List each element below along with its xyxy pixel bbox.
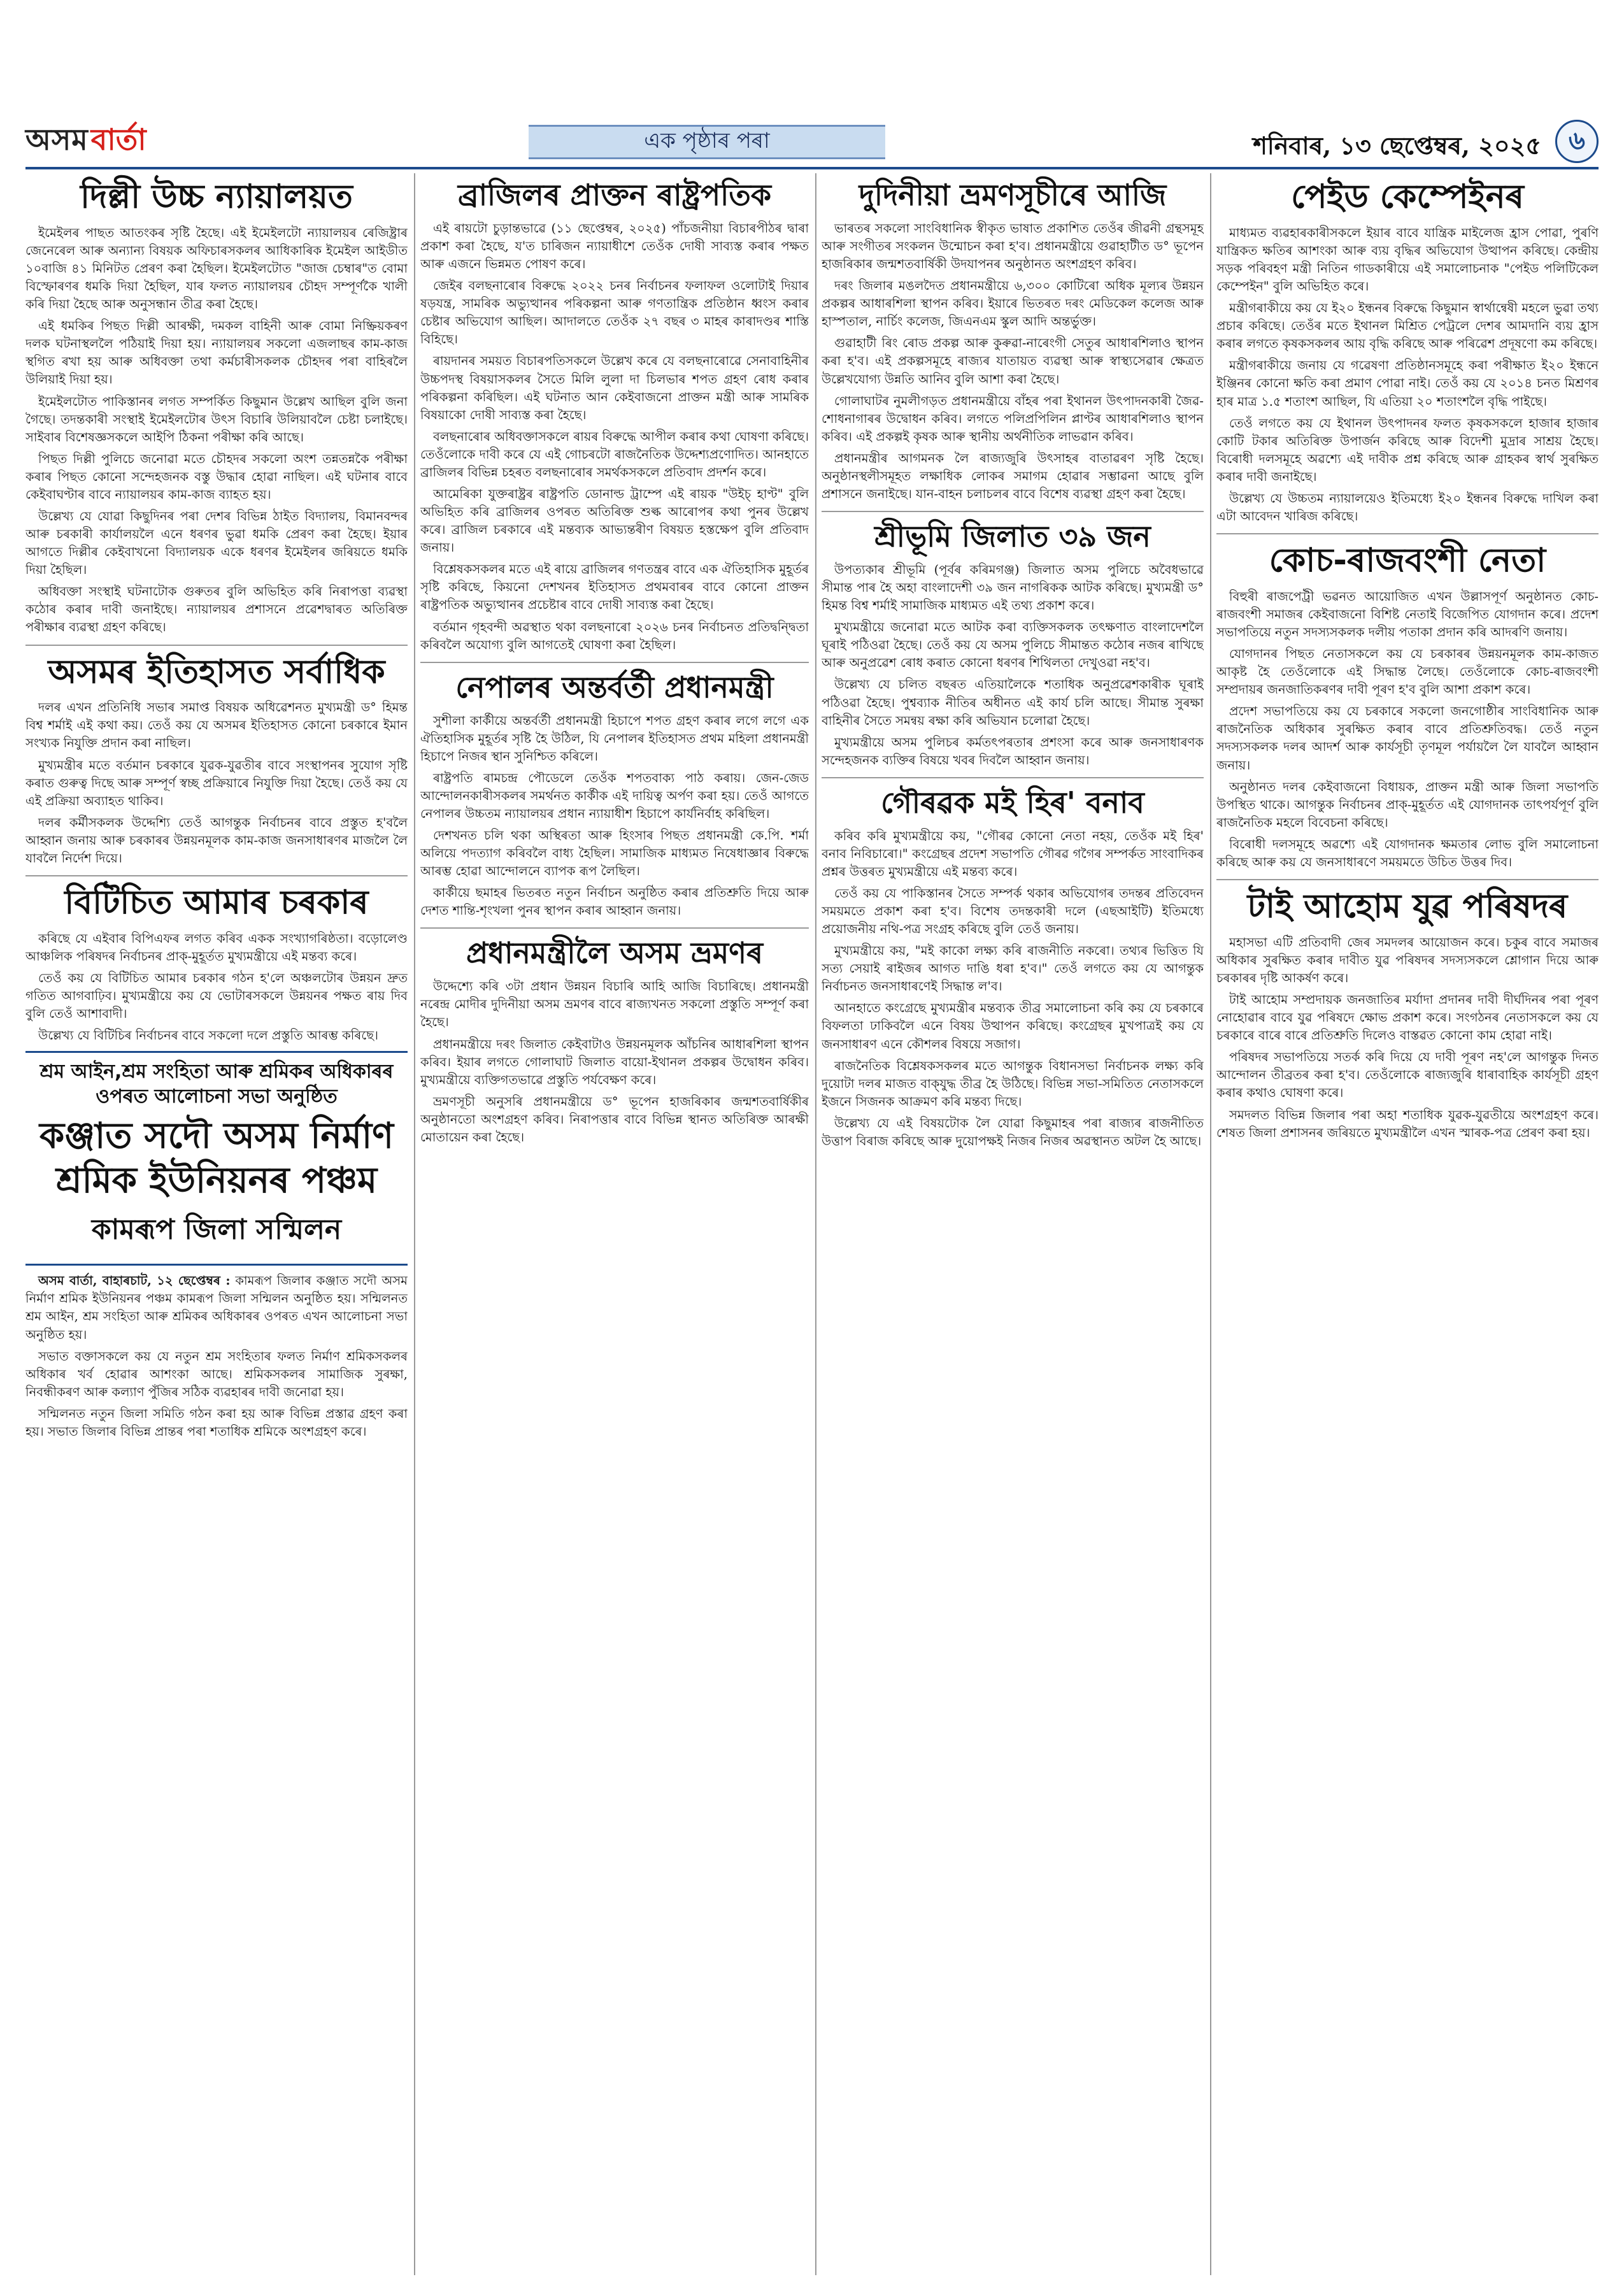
article-paragraph: প্ৰদেশ সভাপতিয়ে কয় যে চৰকাৰে সকলো জনগোষ্ঠীৰ সাংবিধানিক আৰু ৰাজনৈতিক অধিকাৰ সুৰক্ষিত কৰাৰ বাবে প্ৰতিশ্ৰুতিবদ্ধ। তেওঁ নতুন সদস্যসকলক দলৰ আদৰ্শ আৰু কাৰ্যসূচী তৃণমূল পৰ্যায়লৈ লৈ যাবলৈ আহ্বান জনায়। <box>1216 704 1599 773</box>
article-divider <box>25 645 408 646</box>
article-paragraph: দলৰ এখন প্ৰতিনিধি সভাৰ সমাপ্ত বিষয়ক অধিৱেশনত মুখ্যমন্ত্ৰী ড° হিমন্ত বিশ্ব শৰ্মাই এই কথা কয়। তেওঁ কয় যে অসমৰ ইতিহাসত কোনো চৰকাৰে ইমান সংখ্যক নিযুক্তি প্ৰদান কৰা নাছিল। <box>25 700 408 751</box>
article-paragraph: ভ্ৰমণসূচী অনুসৰি প্ৰধানমন্ত্ৰীয়ে ড° ভূপেন হাজৰিকাৰ জন্মশতবাৰ্ষিকীৰ অনুষ্ঠানতো অংশগ্ৰহণ কৰিব। নিৰাপত্তাৰ বাবে বিভিন্ন স্থানত অতিৰিক্ত আৰক্ষী মোতায়েন কৰা হৈছে। <box>420 1094 809 1145</box>
article-paragraph: বিশ্লেষকসকলৰ মতে এই ৰায়ে ব্ৰাজিলৰ গণতন্ত্ৰৰ বাবে এক ঐতিহাসিক মুহূৰ্তৰ সৃষ্টি কৰিছে, কিয়নো দেশখনৰ ইতিহাসত প্ৰথমবাৰৰ বাবে কোনো প্ৰাক্তন ৰাষ্ট্ৰপতিক অভ্যুত্থানৰ প্ৰচেষ্টাৰ বাবে দোষী সাব্যস্ত কৰা হৈছে। <box>420 562 809 613</box>
logo-main-text: অসম <box>25 122 89 157</box>
logo-accent-text: বাৰ্তা <box>90 122 146 157</box>
article-paragraph: উল্লেখ্য যে চলিত বছৰত এতিয়ালৈকে শতাধিক অনুপ্ৰৱেশকাৰীক ঘূৰাই পঠিওৱা হৈছে। পুশ্বব্যাক নীতিৰ অধীনত এই কাৰ্য চলি আছে। সীমান্ত সুৰক্ষা বাহিনীৰ সৈতে সমন্বয় ৰক্ষা কৰি অভিযান চলোৱা হৈছে। <box>822 677 1204 728</box>
article-paragraph: বিৰোধী দলসমূহে অৱশ্যে এই যোগদানক ক্ষমতাৰ লোভ বুলি সমালোচনা কৰিছে আৰু কয় যে জনসাধাৰণে সময়মতে উচিত উত্তৰ দিব। <box>1216 836 1599 869</box>
article-paragraph: তেওঁ কয় যে পাকিস্তানৰ সৈতে সম্পৰ্ক থকাৰ অভিযোগৰ তদন্তৰ প্ৰতিবেদন সময়মতে প্ৰকাশ কৰা হ'ব। বিশেষ তদন্তকাৰী দলে (এছআইটি) ইতিমধ্যে প্ৰয়োজনীয় নথি-পত্ৰ সংগ্ৰহ কৰিছে বুলি তেওঁ জনায়। <box>822 885 1204 937</box>
article-paragraph: সমদলত বিভিন্ন জিলাৰ পৰা অহা শতাধিক যুৱক-যুৱতীয়ে অংশগ্ৰহণ কৰে। শেষত জিলা প্ৰশাসনৰ জৰিয়তে মুখ্যমন্ত্ৰীলৈ এখন স্মাৰক-পত্ৰ প্ৰেৰণ কৰা হয়। <box>1216 1107 1599 1140</box>
headline-paid-campaign[interactable]: পেইড কেম্পেইনৰ <box>1291 178 1524 216</box>
headline-tai-ahom-youth-council[interactable]: টাই আহোম যুৱ পৰিষদৰ <box>1247 887 1568 926</box>
article-paragraph: ৰায়দানৰ সময়ত বিচাৰপতিসকলে উল্লেখ কৰে যে বলছনাৰোৱে সেনাবাহিনীৰ উচ্চপদস্থ বিষয়াসকলৰ সৈতে মিলি লুলা দা চিলভাৰ শপত গ্ৰহণ ৰোধ কৰাৰ পৰিকল্পনা কৰিছিল। এই ঘটনাত আন কেইবাজনো প্ৰাক্তন মন্ত্ৰী আৰু সামৰিক বিষয়াকো দোষী সাব্যস্ত কৰা হৈছে। <box>420 354 809 422</box>
article-paragraph: গোলাঘাটৰ নুমলীগড়ত প্ৰধানমন্ত্ৰীয়ে বাঁহৰ পৰা ইথানল উৎপাদনকাৰী জৈৱ-শোধনাগাৰৰ উদ্বোধন কৰিব। লগতে পলিপ্ৰপিলিন প্লাণ্টৰ আধাৰশিলাও স্থাপন কৰিব। এই প্ৰকল্পই কৃষক আৰু স্থানীয় অৰ্থনীতিক লাভৱান কৰিব। <box>822 393 1204 444</box>
column-3 <box>822 173 1204 2275</box>
article-paragraph: পৰিষদৰ সভাপতিয়ে সতৰ্ক কৰি দিয়ে যে দাবী পূৰণ নহ'লে আগন্তুক দিনত আন্দোলন তীব্ৰতৰ কৰা হ'ব। তেওঁলোকে ৰাজ্যজুৰি ধাৰাবাহিক কাৰ্যসূচী গ্ৰহণ কৰাৰ কথাও ঘোষণা কৰে। <box>1216 1050 1599 1101</box>
article-paragraph: এই ৰায়টো চুড়ান্তভাৱে (১১ ছেপ্তেম্বৰ, ২০২৫) পাঁচজনীয়া বিচাৰপীঠৰ দ্বাৰা প্ৰকাশ কৰা হৈছে, য'ত চাৰিজন ন্যায়াধীশে তেওঁক দোষী সাব্যস্ত কৰাৰ পক্ষত আৰু এজনে ভিন্নমত পোষণ কৰে। <box>420 220 809 272</box>
article-paragraph: মুখ্যমন্ত্ৰীৰ মতে বৰ্তমান চৰকাৰে যুৱক-যুৱতীৰ বাবে সংস্থাপনৰ সুযোগ সৃষ্টি কৰাত গুৰুত্ব দিছে আৰু সম্পূৰ্ণ স্বচ্ছ প্ৰক্ৰিয়াৰে নিযুক্তি দিয়া হৈছে। তেওঁ কয় যে এই প্ৰক্ৰিয়া অব্যাহত থাকিব। <box>25 757 408 808</box>
article-divider <box>822 777 1204 778</box>
article-paragraph: উল্লেখ্য যে এই বিষয়টোক লৈ যোৱা কিছুমাহৰ পৰা ৰাজ্যৰ ৰাজনীতিত উত্তাপ বিৰাজ কৰিছে আৰু দুয়োপক্ষই নিজৰ নিজৰ অৱস্থানত অটল হৈ আছে। <box>822 1115 1204 1148</box>
article-paragraph-text: কামৰূপ জিলাৰ কঞ্জাত সদৌ অসম নিৰ্মাণ শ্ৰমিক ইউনিয়নৰ পঞ্চম কামৰূপ জিলা সন্মিলন অনুষ্ঠিত হয়। সন্মিলনত শ্ৰম আইন, শ্ৰম সংহিতা আৰু শ্ৰমিকৰ অধিকাৰৰ ওপৰত এখন আলোচনা সভা অনুষ্ঠিত হয়। <box>25 1273 408 1342</box>
kicker-labour-law: শ্ৰম আইন,শ্ৰম সংহিতা আৰু শ্ৰমিকৰ অধিকাৰৰ ওপৰত আলোচনা সভা অনুষ্ঠিত <box>39 1061 394 1108</box>
newspaper-logo[interactable] <box>25 121 146 163</box>
article-paragraph: সভাত বক্তাসকলে কয় যে নতুন শ্ৰম সংহিতাৰ ফলত নিৰ্মাণ শ্ৰমিকসকলৰ অধিকাৰ খৰ্ব হোৱাৰ আশংকা আছে। শ্ৰমিকসকলৰ সামাজিক সুৰক্ষা, নিবন্ধীকৰণ আৰু কল্যাণ পুঁজিৰ সঠিক ব্যৱহাৰৰ দাবী জনোৱা হয়। <box>25 1348 408 1399</box>
headline-btc-government[interactable]: বিটিচিত আমাৰ চৰকাৰ <box>64 883 369 922</box>
article-divider <box>420 927 809 929</box>
article-paragraph: সুশীলা কাৰ্কীয়ে অন্তৰ্বৰ্তী প্ৰধানমন্ত্ৰী হিচাপে শপত গ্ৰহণ কৰাৰ লগে লগে এক ঐতিহাসিক মুহূৰ্তৰ সৃষ্টি হৈ উঠিল, যি নেপালৰ ইতিহাসত প্ৰথম মহিলা প্ৰধানমন্ত্ৰী হিচাপে নিজৰ স্থান সুনিশ্চিত কৰিলে। <box>420 713 809 764</box>
article-pm-visit <box>420 978 809 1146</box>
headline-two-day-itinerary[interactable]: দুদিনীয়া ভ্ৰমণসূচীৰে আজি <box>858 178 1167 212</box>
article-nepal <box>420 712 809 920</box>
article-paragraph: দেশখনত চলি থকা অস্থিৰতা আৰু হিংসাৰ পিছত প্ৰধানমন্ত্ৰী কে.পি. শৰ্মা অলিয়ে পদত্যাগ কৰিবলৈ বাধ্য হৈছিল। সামাজিক মাধ্যমত নিষেধাজ্ঞাৰ বিৰুদ্ধে আৰম্ভ হোৱা আন্দোলনে ব্যাপক ৰূপ লৈছিল। <box>420 828 809 879</box>
column-1 <box>25 173 408 2275</box>
article-paragraph: ভাৰতৰ সকলো সাংবিধানিক স্বীকৃত ভাষাত প্ৰকাশিত তেওঁৰ জীৱনী গ্ৰন্থসমূহ আৰু সংগীতৰ সংকলন উন্মোচন কৰা হ'ব। প্ৰধানমন্ত্ৰীয়ে গুৱাহাটীত ড° ভূপেন হাজৰিকাৰ জন্মশতবাৰ্ষিকী উদযাপনৰ অনুষ্ঠানত অংশগ্ৰহণ কৰিব। <box>822 220 1204 272</box>
article-paragraph: মহাসভা এটি প্ৰতিবাদী জেৰ সমদলৰ আয়োজন কৰে। চকুৰ বাবে সমাজৰ অধিকাৰ সুৰক্ষিত কৰাৰ দাবীত যুৱ পৰিষদৰ সদস্যসকলে শ্লোগান দিয়ে আৰু চৰকাৰৰ দৃষ্টি আকৰ্ষণ কৰে। <box>1216 934 1599 985</box>
article-paragraph: বলছনাৰোৰ অধিবক্তাসকলে ৰায়ৰ বিৰুদ্ধে আপীল কৰাৰ কথা ঘোষণা কৰিছে। তেওঁলোকে দাবী কৰে যে এই গোচৰটো ৰাজনৈতিক উদ্দেশ্যপ্ৰণোদিত। আনহাতে ব্ৰাজিলৰ বিভিন্ন চহৰত বলছনাৰোৰ সমৰ্থকসকলে প্ৰতিবাদ প্ৰদৰ্শন কৰে। <box>420 429 809 480</box>
column-divider <box>1210 173 1211 2275</box>
article-paragraph: মুখ্যমন্ত্ৰীয়ে জনোৱা মতে আটক কৰা ব্যক্তিসকলক তৎক্ষণাত বাংলাদেশলৈ ঘূৰাই পঠিওৱা হৈছে। তেওঁ কয় যে অসম পুলিচে সীমান্তত কঠোৰ নজৰ ৰাখিছে আৰু অনুপ্ৰৱেশ ৰোধ কৰাত কোনো ধৰণৰ শিথিলতা দেখুওৱা নহ'ব। <box>822 620 1204 671</box>
article-divider <box>1216 879 1599 880</box>
article-itinerary <box>822 220 1204 503</box>
article-paragraph <box>25 1272 408 1343</box>
section-tab: এক পৃষ্ঠাৰ পৰা <box>529 125 885 159</box>
masthead-rule <box>25 167 1599 169</box>
headline-pm-assam-visit[interactable]: প্ৰধানমন্ত্ৰীলৈ অসম ভ্ৰমণৰ <box>466 936 763 971</box>
article-paragraph: যোগদানৰ পিছত নেতাসকলে কয় যে চৰকাৰৰ উন্নয়নমূলক কাম-কাজত আকৃষ্ট হৈ তেওঁলোকে এই সিদ্ধান্ত লৈছে। তেওঁলোকে কোচ-ৰাজবংশী সম্প্ৰদায়ৰ জনজাতিকৰণৰ দাবী পূৰণ হ'ব বুলি আশা প্ৰকাশ কৰে। <box>1216 646 1599 697</box>
page-number-badge: ৬ <box>1555 120 1599 163</box>
article-paragraph: বৰ্তমান গৃহবন্দী অৱস্থাত থকা বলছনাৰো ২০২৬ চনৰ নিৰ্বাচনত প্ৰতিদ্বন্দ্বিতা কৰিবলৈ অযোগ্য বুলি আগতেই ঘোষণা কৰা হৈছিল। <box>420 619 809 652</box>
article-paragraph: তেওঁ লগতে কয় যে ইথানল উৎপাদনৰ ফলত কৃষকসকলে হাজাৰ হাজাৰ কোটি টকাৰ অতিৰিক্ত উপাৰ্জন কৰিছে আৰু বিদেশী মুদ্ৰাৰ সাশ্ৰয় হৈছে। বিৰোধী দলসমূহে অৱশ্যে এই দাবীক প্ৰশ্ন কৰিছে আৰু গ্ৰাহকৰ স্বাৰ্থ সুৰক্ষিত কৰাৰ দাবী জনাইছে। <box>1216 415 1599 484</box>
article-paragraph: কৰিব কৰি মুখ্যমন্ত্ৰীয়ে কয়, "গৌৰৱ কোনো নেতা নহয়, তেওঁক মই হিৰ' বনাব নিবিচাৰো।" কংগ্ৰেছৰ প্ৰদেশ সভাপতি গৌৰৱ গগৈৰ সম্পৰ্কত সাংবাদিকৰ প্ৰশ্নৰ উত্তৰত মুখ্যমন্ত্ৰীয়ে এই মন্তব্য কৰে। <box>822 828 1204 879</box>
issue-date: শনিবাৰ, ১৩ ছেপ্তেম্বৰ, ২০২৫ <box>1253 131 1541 160</box>
article-delhi-high-court <box>25 224 408 637</box>
article-paragraph: গুৱাহাটী ৰিং ৰোড প্ৰকল্প আৰু কুৰুৱা-নাৰেংগী সেতুৰ আধাৰশিলাও স্থাপন কৰা হ'ব। এই প্ৰকল্পসমূহে ৰাজ্যৰ যাতায়ত ব্যৱস্থা আৰু স্বাস্থ্যসেৱাৰ ক্ষেত্ৰত উল্লেখযোগ্য উন্নতি আনিব বুলি আশা কৰা হৈছে। <box>822 336 1204 387</box>
headline-brazil-former-president[interactable]: ব্ৰাজিলৰ প্ৰাক্তন ৰাষ্ট্ৰপতিক <box>457 178 772 212</box>
article-paragraph: বিহুৰী ৰাজপেট্ৰী ভৱনত আয়োজিত এখন উল্লাসপূৰ্ণ অনুষ্ঠানত কোচ-ৰাজবংশী সমাজৰ কেইবাজনো বিশিষ্ট নেতাই বিজেপিত যোগদান কৰে। প্ৰদেশ সভাপতিয়ে নতুন সদস্যসকলক দলীয় পতাকা প্ৰদান কৰি আদৰণি জনায়। <box>1216 589 1599 639</box>
article-paragraph: মুখ্যমন্ত্ৰীয়ে কয়, "মই কাকো লক্ষ্য কৰি ৰাজনীতি নকৰো। তথ্যৰ ভিত্তিত যি সত্য সেয়াই ৰাইজৰ আগত দাঙি ধৰা হ'ব।" তেওঁ লগতে কয় যে আগন্তুক নিৰ্বাচনত জনসাধাৰণেই সিদ্ধান্ত ল'ব। <box>822 943 1204 994</box>
article-divider <box>420 662 809 663</box>
headline-construction-workers-union[interactable]: কঞ্জাত সদৌ অসম নিৰ্মাণ শ্ৰমিক ইউনিয়নৰ পঞ্চম <box>39 1115 394 1202</box>
column-divider <box>815 173 816 2275</box>
column-4 <box>1216 173 1599 2275</box>
article-paragraph: এই ধমকিৰ পিছত দিল্লী আৰক্ষী, দমকল বাহিনী আৰু বোমা নিষ্ক্ৰিয়কৰণ দলক ঘটনাস্থললৈ পঠিয়াই দিয়া হয়। ন্যায়ালয়ৰ সকলো এজলাছৰ কাম-কাজ স্থগিত ৰখা হয় আৰু অধিবক্তা তথা কৰ্মচাৰীসকলক চৌহদৰ পৰা বাহিৰলৈ উলিয়াই দিয়া হয়। <box>25 318 408 387</box>
article-divider <box>25 875 408 876</box>
article-paragraph: তেওঁ কয় যে বিটিচিত আমাৰ চৰকাৰ গঠন হ'লে অঞ্চলটোৰ উন্নয়ন দ্ৰুত গতিত আগবাঢ়িব। মুখ্যমন্ত্ৰীয়ে কয় যে ভোটাৰসকলে উন্নয়নৰ পক্ষত ৰায় দিব বুলি তেওঁ আশাবাদী। <box>25 970 408 1022</box>
article-assam-history <box>25 699 408 868</box>
article-paragraph: উদ্দেশ্যে কৰি ৩টা প্ৰধান উন্নয়ন বিচাৰি আহি আজি বিচাৰিছে। প্ৰধানমন্ত্ৰী নৰেন্দ্ৰ মোদীৰ দুদিনীয়া অসম ভ্ৰমণৰ বাবে ৰাজ্যখনত সকলো প্ৰস্তুতি সম্পূৰ্ণ কৰা হৈছে। <box>420 979 809 1030</box>
column-2 <box>420 173 809 2275</box>
dateline-lead: অসম বাৰ্তা, বাহাৰচাট, ১২ ছেপ্তেম্বৰ : <box>38 1273 231 1289</box>
headline-gaurav-hero[interactable]: গৌৰৱক মই হিৰ' বনাব <box>881 785 1144 820</box>
article-paragraph: অনুষ্ঠানত দলৰ কেইবাজনো বিধায়ক, প্ৰাক্তন মন্ত্ৰী আৰু জিলা সভাপতি উপস্থিত থাকে। আগন্তুক নিৰ্বাচনৰ প্ৰাক্-মুহূৰ্তত এই যোগদানক তাৎপৰ্যপূৰ্ণ বুলি ৰাজনৈতিক মহলে বিবেচনা কৰিছে। <box>1216 779 1599 830</box>
headline-assam-history[interactable]: অসমৰ ইতিহাসত সৰ্বাধিক <box>48 652 385 691</box>
article-paragraph: উপত্যকাৰ শ্ৰীভূমি (পূৰ্বৰ কৰিমগঞ্জ) জিলাত অসম পুলিচে অবৈধভাৱে সীমান্ত পাৰ হৈ অহা বাংলাদেশী ৩৯ জন নাগৰিকক আটক কৰিছে। মুখ্যমন্ত্ৰী ড° হিমন্ত বিশ্ব শৰ্মাই সামাজিক মাধ্যমত এই তথ্য প্ৰকাশ কৰে। <box>822 562 1204 613</box>
article-paragraph: আনহাতে কংগ্ৰেছে মুখ্যমন্ত্ৰীৰ মন্তব্যক তীব্ৰ সমালোচনা কৰি কয় যে চৰকাৰে বিফলতা ঢাকিবলৈ এনে বিষয় উত্থাপন কৰিছে। কংগ্ৰেছৰ মুখপাত্ৰই কয় যে জনসাধাৰণ এনে কৌশলৰ বিষয়ে সজাগ। <box>822 1001 1204 1052</box>
article-paragraph: ৰাজনৈতিক বিশ্লেষকসকলৰ মতে আগন্তুক বিধানসভা নিৰ্বাচনক লক্ষ্য কৰি দুয়োটা দলৰ মাজত বাক্‌যুদ্ধ তীব্ৰ হৈ উঠিছে। বিভিন্ন সভা-সমিতিত নেতাসকলে ইজনে সিজনক আক্ৰমণ কৰি মন্তব্য দিছে। <box>822 1058 1204 1109</box>
article-paragraph: ইমেইলৰ পাছত আতংকৰ সৃষ্টি হৈছে। এই ইমেইলটো ন্যায়ালয়ৰ ৰেজিষ্ট্ৰাৰ জেনেৰেল আৰু অন্যান্য বিষয়ক অফিচাৰসকলৰ আধিকাৰিক ইমেইল আইডীত ১০বাজি ৪১ মিনিটত প্ৰেৰণ কৰা হৈছিল। ইমেইলটোত "জাজ চেম্বাৰ"ত বোমা বিস্ফোৰণৰ ধমকি দিয়া হৈছিল, যাৰ ফলত ন্যায়ালয়ৰ চৌহদ সম্পূৰ্ণকৈ খালী কৰি দিয়া হৈছে আৰু অনুসন্ধান তীব্ৰ কৰা হৈছে। <box>25 225 408 312</box>
headline-koch-rajbongshi-leader[interactable]: কোচ-ৰাজবংশী নেতা <box>1269 541 1546 580</box>
article-paragraph: ইমেইলটোত পাকিস্তানৰ লগত সম্পৰ্কিত কিছুমান উল্লেখ আছিল বুলি জনা গৈছে। তদন্তকাৰী সংস্থাই ইমেইলটোৰ উৎস বিচাৰি উলিয়াবলৈ চেষ্টা চলাইছে। সাইবাৰ বিশেষজ্ঞসকলে আইপি ঠিকনা পৰীক্ষা কৰি আছে। <box>25 394 408 445</box>
article-paragraph: দলৰ কৰ্মীসকলক উদ্দেশ্যি তেওঁ আগন্তুক নিৰ্বাচনৰ বাবে প্ৰস্তুত হ'বলৈ আহ্বান জনায় আৰু চৰকাৰৰ উন্নয়নমূলক কাম-কাজ জনসাধাৰণৰ মাজলৈ লৈ যাবলৈ নিৰ্দেশ দিয়ে। <box>25 815 408 866</box>
article-paid-campaign <box>1216 224 1599 525</box>
column-divider <box>414 173 415 2275</box>
article-sribhumi <box>822 561 1204 769</box>
article-paragraph: মুখ্যমন্ত্ৰীয়ে অসম পুলিচৰ কৰ্মতৎপৰতাৰ প্ৰশংসা কৰে আৰু জনসাধাৰণক সন্দেহজনক ব্যক্তিৰ বিষয়ে খবৰ দিবলৈ আহ্বান জনায়। <box>822 734 1204 768</box>
article-divider <box>822 511 1204 512</box>
article-brazil <box>420 220 809 654</box>
article-paragraph: উল্লেখ্য যে উচ্চতম ন্যায়ালয়েও ইতিমধ্যে ই২০ ইন্ধনৰ বিৰুদ্ধে দাখিল কৰা এটা আবেদন খাৰিজ কৰিছে। <box>1216 490 1599 524</box>
article-paragraph: ৰাষ্ট্ৰপতি ৰামচন্দ্ৰ পৌডেলে তেওঁক শপতবাক্য পাঠ কৰায়। জেন-জেড আন্দোলনকাৰীসকলৰ সমৰ্থনত কাৰ্কীক এই দায়িত্ব অৰ্পণ কৰা হয়। তেওঁ আগতে নেপালৰ উচ্চতম ন্যায়ালয়ৰ প্ৰধান ন্যায়াধীশ হিচাপে কাৰ্যনিৰ্বাহ কৰিছিল। <box>420 770 809 821</box>
article-paragraph: কাৰ্কীয়ে ছমাহৰ ভিতৰত নতুন নিৰ্বাচন অনুষ্ঠিত কৰাৰ প্ৰতিশ্ৰুতি দিয়ে আৰু দেশত শান্তি-শৃংখলা পুনৰ স্থাপন কৰাৰ আহ্বান জনায়। <box>420 885 809 918</box>
headline-nepal-interim-pm[interactable]: নেপালৰ অন্তৰ্বৰ্তী প্ৰধানমন্ত্ৰী <box>455 669 774 704</box>
article-paragraph: প্ৰধানমন্ত্ৰীৰ আগমনক লৈ ৰাজ্যজুৰি উৎসাহৰ বাতাৱৰণ সৃষ্টি হৈছে। অনুষ্ঠানস্থলীসমূহত লক্ষাধিক লোকৰ সমাগম হোৱাৰ সম্ভাৱনা আছে বুলি প্ৰশাসনে জনাইছে। যান-বাহন চলাচলৰ বাবে বিশেষ ব্যৱস্থা গ্ৰহণ কৰা হৈছে। <box>822 450 1204 501</box>
article-workers-union <box>25 1272 408 1441</box>
article-tai-ahom <box>1216 934 1599 1142</box>
article-paragraph: জেইৰ বলছনাৰোৰ বিৰুদ্ধে ২০২২ চনৰ নিৰ্বাচনৰ ফলাফল ওলোটাই দিয়াৰ ষড়যন্ত্ৰ, সামৰিক অভ্যুত্থানৰ পৰিকল্পনা আৰু গণতান্ত্ৰিক প্ৰতিষ্ঠান ধ্বংস কৰাৰ চেষ্টাৰ অভিযোগ আছিল। আদালতে তেওঁক ২৭ বছৰ ৩ মাহৰ কাৰাদণ্ডৰ শাস্তি বিহিছে। <box>420 278 809 347</box>
article-paragraph: মন্ত্ৰীগৰাকীয়ে জনায় যে গৱেষণা প্ৰতিষ্ঠানসমূহে কৰা পৰীক্ষাত ই২০ ইন্ধনে ইঞ্জিনৰ কোনো ক্ষতি কৰা প্ৰমাণ পোৱা নাই। তেওঁ কয় যে ২০১৪ চনত মিশ্ৰণৰ হাৰ মাত্ৰ ১.৫ শতাংশ আছিল, যি এতিয়া ২০ শতাংশলৈ বৃদ্ধি পাইছে। <box>1216 358 1599 409</box>
article-btc-government <box>25 930 408 1045</box>
article-paragraph: উল্লেখ্য যে যোৱা কিছুদিনৰ পৰা দেশৰ বিভিন্ন ঠাইত বিদ্যালয়, বিমানবন্দৰ আৰু চৰকাৰী কাৰ্যালয়লৈ এনে ধৰণৰ ভুৱা ধমকি প্ৰেৰণ কৰা হৈছে। ইয়াৰ আগতে দিল্লীৰ কেইবাখনো বিদ্যালয়ক একে ধৰণৰ ইমেইলৰ জৰিয়তে ধমকি দিয়া হৈছিল। <box>25 508 408 578</box>
article-koch-rajbongshi <box>1216 588 1599 871</box>
article-paragraph: অধিবক্তা সংস্থাই ঘটনাটোক গুৰুতৰ বুলি অভিহিত কৰি নিৰাপত্তা ব্যৱস্থা কঠোৰ কৰাৰ দাবী জনাইছে। ন্যায়ালয়ৰ প্ৰশাসনে প্ৰৱেশদ্বাৰত অতিৰিক্ত পৰীক্ষাৰ ব্যৱস্থা গ্ৰহণ কৰিছে। <box>25 584 408 635</box>
article-paragraph: দৰং জিলাৰ মঙলদৈত প্ৰধানমন্ত্ৰীয়ে ৬,৩০০ কোটিৰো অধিক মূল্যৰ উন্নয়ন প্ৰকল্পৰ আধাৰশিলা স্থাপন কৰিব। ইয়াৰে ভিতৰত দৰং মেডিকেল কলেজ আৰু হাস্পতাল, নাৰ্চিং কলেজ, জিএনএম স্কুল আদি অন্তৰ্ভুক্ত। <box>822 278 1204 329</box>
article-paragraph: আমেৰিকা যুক্তৰাষ্ট্ৰৰ ৰাষ্ট্ৰপতি ডোনাল্ড ট্ৰাম্পে এই ৰায়ক "উইচ্ হাণ্ট" বুলি অভিহিত কৰি ব্ৰাজিলৰ ওপৰত অতিৰিক্ত শুল্ক আৰোপৰ কথা পুনৰ উল্লেখ কৰে। ব্ৰাজিল চৰকাৰে এই মন্তব্যক আভ্যন্তৰীণ বিষয়ত হস্তক্ষেপ বুলি প্ৰতিবাদ জনায়। <box>420 486 809 555</box>
article-paragraph: পিছত দিল্লী পুলিচে জনোৱা মতে চৌহদৰ সকলো অংশ তন্নতন্নকৈ পৰীক্ষা কৰাৰ পিছত কোনো সন্দেহজনক বস্তু উদ্ধাৰ হোৱা নাছিল। এই ঘটনাৰ বাবে কেইবাঘণ্টাৰ বাবে ন্যায়ালয়ৰ কাম-কাজ ব্যাহত হয়। <box>25 451 408 502</box>
headline-sribhumi-district[interactable]: শ্ৰীভূমি জিলাত ৩৯ জন <box>874 519 1151 554</box>
article-paragraph: কৰিছে যে এইবাৰ বিপিএফৰ লগত কৰিব একক সংখ্যাগৰিষ্ঠতা। বড়োলেণ্ড আঞ্চলিক পৰিষদৰ নিৰ্বাচনৰ প্ৰাক্-মুহূৰ্তত মুখ্যমন্ত্ৰীয়ে এই মন্তব্য কৰে। <box>25 931 408 964</box>
article-paragraph: মন্ত্ৰীগৰাকীয়ে কয় যে ই২০ ইন্ধনৰ বিৰুদ্ধে কিছুমান স্বাৰ্থান্বেষী মহলে ভুৱা তথ্য প্ৰচাৰ কৰিছে। তেওঁৰ মতে ইথানল মিশ্ৰিত পেট্ৰলে দেশৰ আমদানি ব্যয় হ্ৰাস কৰাৰ লগতে কৃষকসকলৰ আয় বৃদ্ধি কৰিছে আৰু পৰিৱেশ প্ৰদূষণো কম কৰিছে। <box>1216 301 1599 352</box>
headline-kamrup-conference[interactable]: কামৰূপ জিলা সন্মিলন <box>91 1213 342 1247</box>
article-paragraph: টাই আহোম সম্প্ৰদায়ক জনজাতিৰ মৰ্যাদা প্ৰদানৰ দাবী দীৰ্ঘদিনৰ পৰা পূৰণ নোহোৱাৰ বাবে যুৱ পৰিষদে ক্ষোভ প্ৰকাশ কৰে। সংগঠনৰ নেতাসকলে কয় যে চৰকাৰে বাৰে বাৰে প্ৰতিশ্ৰুতি দিলেও বাস্তৱত কোনো কাম হোৱা নাই। <box>1216 992 1599 1043</box>
boxed-headline-block <box>25 1051 408 1266</box>
article-paragraph: উল্লেখ্য যে বিটিচিৰ নিৰ্বাচনৰ বাবে সকলো দলে প্ৰস্তুতি আৰম্ভ কৰিছে। <box>38 1028 378 1043</box>
article-paragraph: মাধ্যমত ব্যৱহাৰকাৰীসকলে ইয়াৰ বাবে যান্ত্ৰিক মাইলেজ হ্ৰাস পোৱা, পুৰণি যান্ত্ৰিকত ক্ষতিৰ আশংকা আৰু ব্যয় বৃদ্ধিৰ অভিযোগ উত্থাপন কৰিছে। কেন্দ্ৰীয় সড়ক পৰিবহণ মন্ত্ৰী নিতিন গাডকাৰীয়ে এই সমালোচনাক "পেইড পলিটিকেল কেম্পেইন" বুলি অভিহিত কৰে। <box>1216 225 1599 294</box>
article-gaurav <box>822 827 1204 1150</box>
article-divider <box>1216 533 1599 534</box>
masthead <box>25 121 1599 163</box>
headline-delhi-high-court[interactable]: দিল্লী উচ্চ ন্যায়ালয়ত <box>80 178 353 216</box>
article-paragraph: প্ৰধানমন্ত্ৰীয়ে দৰং জিলাত কেইবাটাও উন্নয়নমূলক আঁচনিৰ আধাৰশিলা স্থাপন কৰিব। ইয়াৰ লগতে গোলাঘাট জিলাত বায়ো-ইথানল প্ৰকল্পৰ উদ্বোধন কৰিব। মুখ্যমন্ত্ৰীয়ে ব্যক্তিগতভাৱে প্ৰস্তুতি পৰ্যবেক্ষণ কৰে। <box>420 1036 809 1087</box>
article-paragraph: সন্মিলনত নতুন জিলা সমিতি গঠন কৰা হয় আৰু বিভিন্ন প্ৰস্তাৱ গ্ৰহণ কৰা হয়। সভাত জিলাৰ বিভিন্ন প্ৰান্তৰ পৰা শতাধিক শ্ৰমিকে অংশগ্ৰহণ কৰে। <box>25 1406 408 1439</box>
